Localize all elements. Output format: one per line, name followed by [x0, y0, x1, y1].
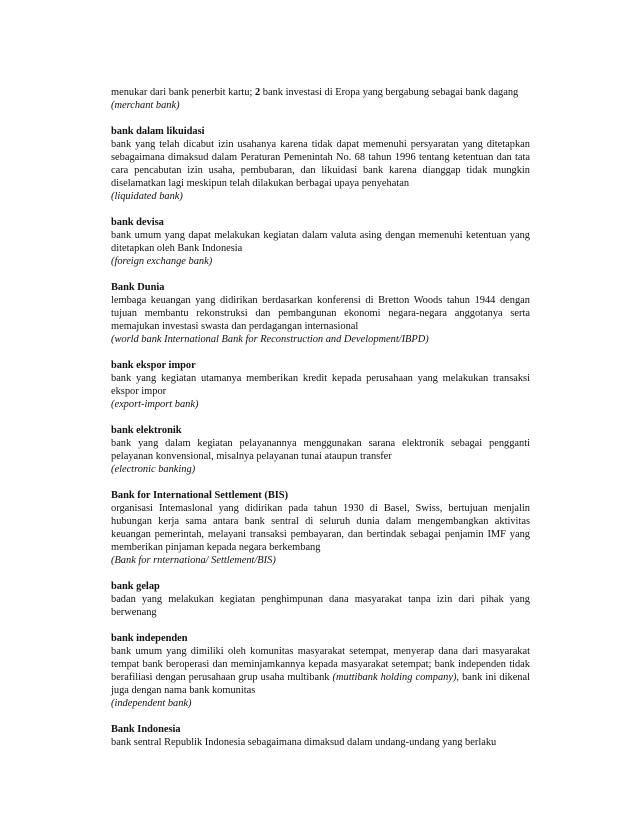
glossary-entry-bank-ekspor-impor	[111, 359, 530, 411]
entry-definition: badan yang melakukan kegiatan penghimpunan dana masyarakat tanpa izin dari pihak yang berwenang	[111, 594, 530, 618]
entry-definition	[111, 645, 530, 697]
entry-english-term: (export-import bank)	[111, 399, 199, 410]
glossary-entry-bank-devisa	[111, 216, 530, 268]
entry-term: Bank Indonesia	[111, 724, 181, 735]
entry-definition: bank yang dalam kegiatan pelayanannya menggunakan sarana elektronik sebagai pengganti pelayanan konvensional, misalnya pelayanan tunai ataupun transfer	[111, 438, 530, 462]
entry-definition: bank umum yang dapat melakukan kegiatan dalam valuta asing dengan memenuhi ketentuan yang ditetapkan oleh Bank Indonesia	[111, 230, 530, 254]
glossary-entry-bank-dalam-likuidasi	[111, 125, 530, 203]
glossary-entry-bank-indonesia	[111, 723, 530, 749]
entry-term: Bank Dunia	[111, 282, 165, 293]
entry-term: bank independen	[111, 633, 188, 644]
entry-english-term: (foreign exchange bank)	[111, 256, 213, 267]
intro-english-term: (merchant bank)	[111, 100, 180, 111]
intro-text	[111, 86, 530, 99]
entry-definition: lembaga keuangan yang didirikan berdasarkan konferensi di Bretton Woods tahun 1944 dengan tujuan membantu rekonstruksi dan pembangunan ekonomi negara-negara anggotanya serta memajukan investasi swasta dan perdagangan internasional	[111, 295, 530, 332]
glossary-entry-bank-dunia	[111, 281, 530, 346]
intro-number: 2	[254, 87, 261, 98]
glossary-entry-bis	[111, 489, 530, 567]
entry-english-term: (liquidated bank)	[111, 191, 183, 202]
entry-term: bank ekspor impor	[111, 360, 196, 371]
entry-english-term: (world bank International Bank for Reconstruction and Development/IBPD)	[111, 334, 429, 345]
entry-term: bank elektronik	[111, 425, 182, 436]
definition-part-1: bank umum yang dimiliki oleh komunitas masyarakat setempat, menyerap dana dari masyarakat tempat bank beroperasi dan meminjamkannya kepada masyarakat setempat; bank independen tidak berafiliasi dengan perusahaan grup usaha multibank	[111, 646, 530, 683]
glossary-entry-bank-gelap	[111, 580, 530, 619]
intro-continuation	[111, 86, 530, 112]
entry-term: bank devisa	[111, 217, 164, 228]
glossary-entry-bank-elektronik	[111, 424, 530, 476]
entry-english-term: (Bank for rnternationa/ Settlement/BIS)	[111, 555, 276, 566]
intro-line-pre: menukar dari bank penerbit kartu;	[111, 87, 253, 98]
entry-definition: organisasi Intemaslonal yang didirikan pada tahun 1930 di Basel, Swiss, bertujuan menjalin hubungan kerja sama antara bank sentral di seluruh dunia dalam mengembangkan aktivitas keuangan pemerintah, melayani transaksi pembayaran, dan bertindak sebagai penjamin IMF yang memberikan pinjaman kepada negara berkembang	[111, 503, 530, 553]
entry-definition: bank yang kegiatan utamanya memberikan kredit kepada perusahaan yang melakukan transaksi ekspor impor	[111, 373, 530, 397]
entry-english-term: (electronic banking)	[111, 464, 196, 475]
entry-definition: bank yang telah dicabut izin usahanya karena tidak dapat memenuhi persyaratan yang ditetapkan sebagaimana dimaksud dalam Peraturan Pemenintah No. 68 tahun 1996 tentang ketentuan dan tata cara pencabutan izin usaha, pembubaran, dan likuidasi bank karena dianggap tidak mungkin diselamatkan lagi meskipun telah dilakukan berbagai upaya penyehatan	[111, 139, 530, 189]
intro-line-post: bank investasi di Eropa yang bergabung sebagai bank dagang	[262, 87, 519, 98]
glossary-entry-bank-independen	[111, 632, 530, 710]
entry-term: bank gelap	[111, 581, 160, 592]
definition-part-2: bank ini dikenal juga dengan nama bank komunitas	[111, 672, 530, 696]
entry-english-term: (independent bank)	[111, 698, 192, 709]
entry-term: bank dalam likuidasi	[111, 126, 205, 137]
entry-definition: bank sentral Republik Indonesia sebagaimana dimaksud dalam undang-undang yang berlaku	[111, 737, 497, 748]
entry-term: Bank for International Settlement (BIS)	[111, 490, 289, 501]
definition-italic-part: (muttibank holding company),	[332, 672, 460, 683]
